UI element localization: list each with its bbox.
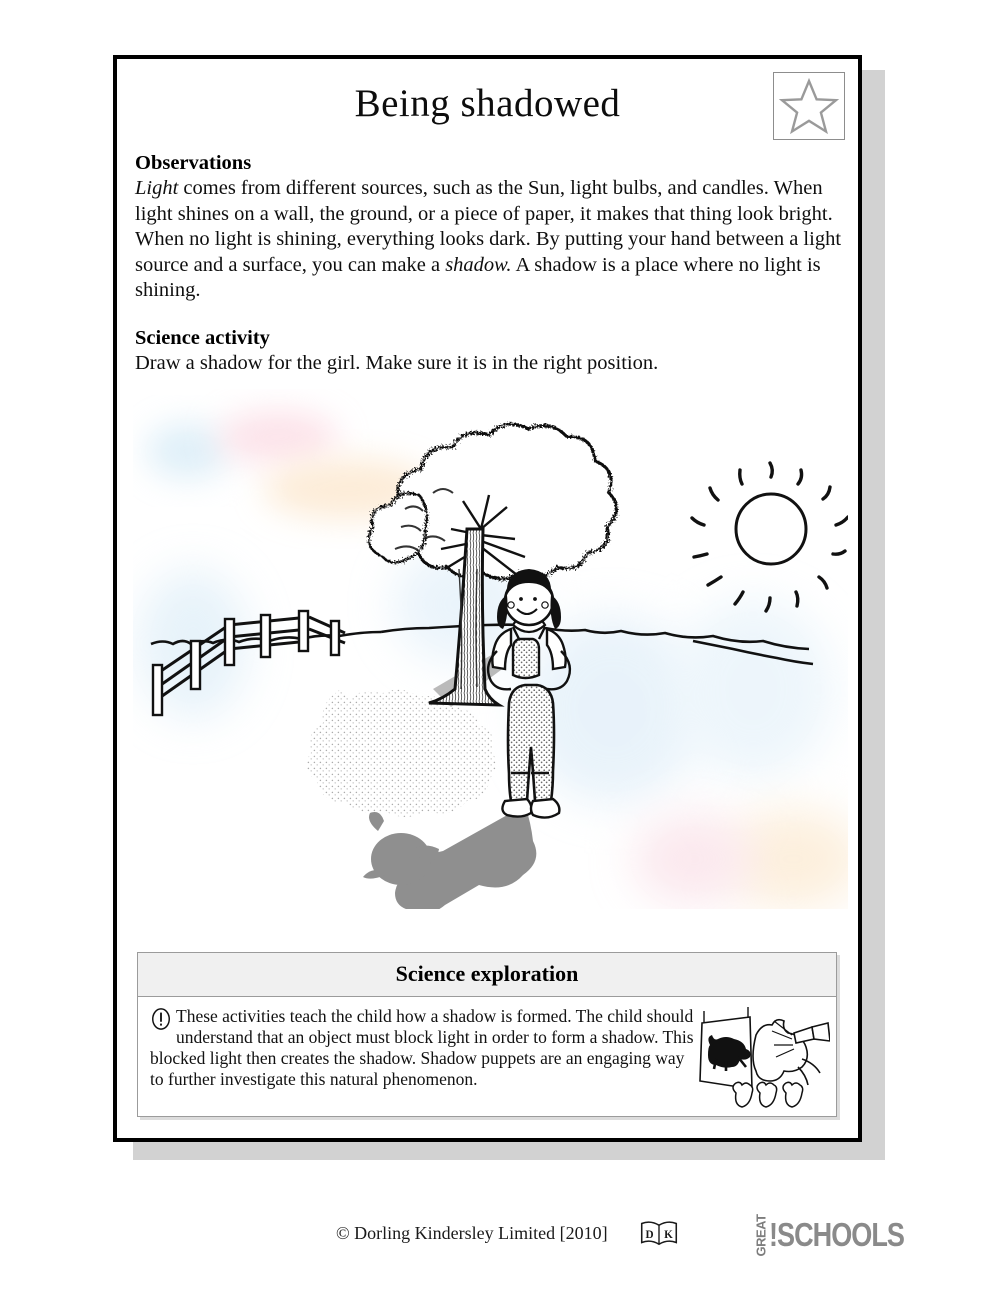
copyright-text: © Dorling Kindersley Limited [2010]	[336, 1223, 608, 1243]
star-icon	[778, 77, 840, 135]
svg-text:K: K	[664, 1229, 673, 1242]
observations-text: Light comes from different sources, such as the Sun, light bulbs, and candles. When light shines on a wall, the ground, or a piece of paper, it makes that thing look bright. When no light is shining, everything looks dark. By putting your hand between a light source and a surface, you can make a shadow. A shadow is a place where no light is shining.	[135, 177, 842, 301]
greatschools-schools-text: !SCHOOLS	[769, 1216, 904, 1253]
sun-icon	[692, 463, 848, 611]
worksheet-page	[113, 55, 862, 1142]
scene-illustration	[133, 389, 848, 909]
exploration-heading: Science exploration	[138, 953, 836, 997]
page-footer	[0, 1208, 1000, 1268]
svg-text:D: D	[645, 1229, 654, 1242]
activity-section	[135, 327, 847, 377]
observations-heading: Observations	[135, 152, 252, 174]
activity-heading: Science activity	[135, 327, 270, 349]
shadow-puppet-illustration	[690, 1001, 830, 1109]
activity-text: Draw a shadow for the girl. Make sure it is in the right position.	[135, 352, 659, 374]
science-exploration-box	[137, 952, 837, 1117]
observations-section	[135, 152, 847, 304]
exclamation-circle-icon	[150, 1008, 172, 1030]
exploration-body	[138, 997, 836, 1116]
girl-shadow	[363, 805, 536, 909]
greatschools-logo	[752, 1214, 934, 1256]
page-title: Being shadowed	[354, 82, 621, 125]
greatschools-great-text: GREAT	[753, 1213, 769, 1256]
star-badge	[773, 72, 845, 140]
dk-book-logo-icon	[640, 1218, 678, 1248]
exploration-text: These activities teach the child how a shadow is formed. The child should understand that an object must block light in order to form a shadow. This blocked light then creates the shadow. Shadow puppets are an engaging way to further investigate this natural phenomenon.	[150, 1006, 694, 1089]
